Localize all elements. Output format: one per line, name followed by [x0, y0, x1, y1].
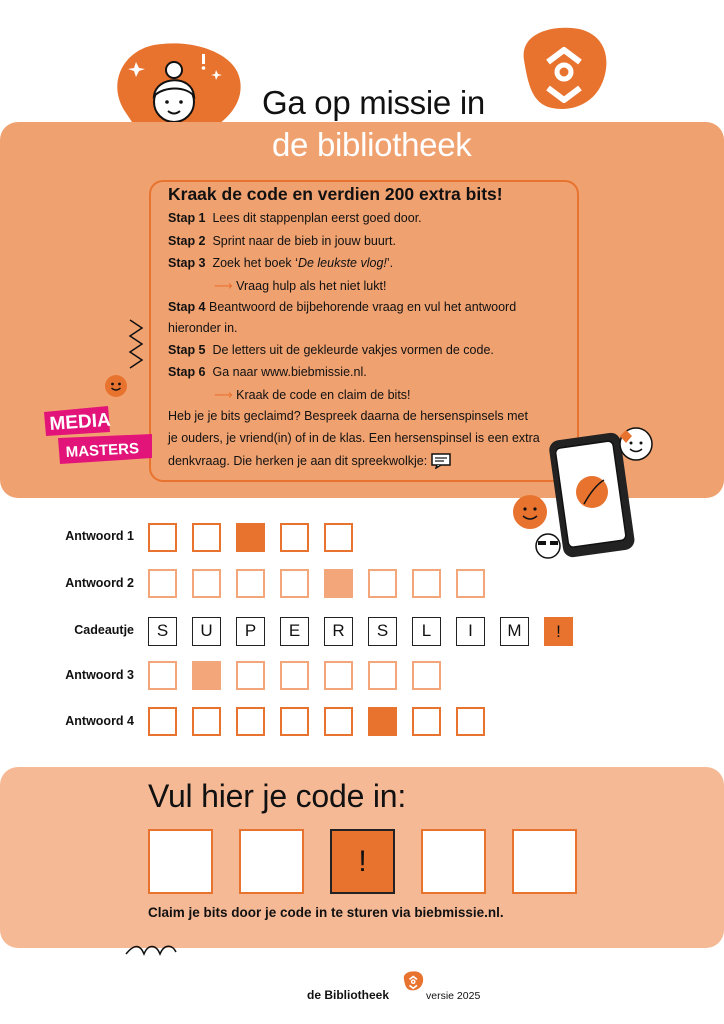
answer-box[interactable]: [148, 661, 177, 690]
step-2: Stap 2 Sprint naar de bieb in jouw buurt.: [168, 234, 396, 248]
gift-letter-box: U: [192, 617, 221, 646]
footer-brand: de Bibliotheek: [307, 988, 390, 1002]
gift-letter-box: P: [236, 617, 265, 646]
answer-box[interactable]: [412, 661, 441, 690]
code-box[interactable]: [421, 829, 486, 894]
answer-box[interactable]: [368, 661, 397, 690]
arrow-right-icon: ⟶: [214, 387, 233, 402]
gift-letter-box: I: [456, 617, 485, 646]
instructions-title: Kraak de code en verdien 200 extra bits!: [168, 184, 503, 204]
answer-box[interactable]: [236, 661, 265, 690]
step-5: Stap 5 De letters uit de gekleurde vakjes vormen de code.: [168, 343, 494, 357]
step-1: Stap 1 Lees dit stappenplan eerst goed door.: [168, 211, 422, 225]
answer-box[interactable]: [192, 707, 221, 736]
answer-box[interactable]: [192, 661, 221, 690]
tablet-illustration: [508, 426, 672, 566]
answer-1-label: Antwoord 1: [65, 529, 134, 543]
page-title-line1: Ga op missie in: [262, 84, 485, 121]
badge-line2: MASTERS: [65, 440, 140, 461]
answer-box[interactable]: [368, 569, 397, 598]
code-title: Vul hier je code in:: [148, 778, 407, 814]
answer-box[interactable]: [236, 523, 265, 552]
claim-text: Claim je bits door je code in te sturen via biebmissie.nl.: [148, 905, 504, 920]
answer-box[interactable]: [324, 707, 353, 736]
step-6-hint: ⟶ Kraak de code en claim de bits!: [214, 387, 411, 402]
answer-box[interactable]: [324, 661, 353, 690]
answer-box[interactable]: [148, 569, 177, 598]
answer-box[interactable]: [280, 661, 309, 690]
step-3-hint: ⟶ Vraag hulp als het niet lukt!: [214, 278, 387, 293]
code-box[interactable]: !: [330, 829, 395, 894]
step-6: Stap 6 Ga naar www.biebmissie.nl.: [168, 365, 367, 379]
answer-4-label: Antwoord 4: [65, 714, 134, 728]
page-title-line2: de bibliotheek: [272, 126, 472, 163]
gift-letter-box: L: [412, 617, 441, 646]
answer-box[interactable]: [236, 707, 265, 736]
smiley-icon: [104, 374, 128, 398]
answer-2-label: Antwoord 2: [65, 576, 134, 590]
answer-box[interactable]: [192, 569, 221, 598]
answer-box[interactable]: [368, 707, 397, 736]
code-box[interactable]: [148, 829, 213, 894]
code-box[interactable]: [512, 829, 577, 894]
answer-box[interactable]: [456, 569, 485, 598]
answer-box[interactable]: [236, 569, 265, 598]
answer-box[interactable]: [280, 707, 309, 736]
gift-letter-box: S: [368, 617, 397, 646]
answer-box[interactable]: [412, 569, 441, 598]
paragraph-line-1: Heb je je bits geclaimd? Bespreek daarna de hersenspinsels met: [168, 409, 528, 423]
answer-box[interactable]: [148, 707, 177, 736]
code-box[interactable]: [239, 829, 304, 894]
answer-box[interactable]: [148, 523, 177, 552]
badge-line1: MEDIA: [48, 409, 112, 435]
answer-box[interactable]: [324, 523, 353, 552]
footer-version: versie 2025: [426, 990, 481, 1002]
gift-letter-box: S: [148, 617, 177, 646]
gift-letter-box: R: [324, 617, 353, 646]
squiggle-decoration: [124, 940, 200, 960]
step-4: Stap 4 Beantwoord de bijbehorende vraag en vul het antwoord: [168, 300, 517, 314]
answer-box[interactable]: [280, 569, 309, 598]
step-3: Stap 3 Zoek het boek ‘De leukste vlog!’.: [168, 256, 394, 270]
paragraph-line-3: denkvraag. Die herken je aan dit spreekwolkje:: [168, 453, 453, 469]
answer-box[interactable]: [280, 523, 309, 552]
answer-box[interactable]: [192, 523, 221, 552]
paragraph-line-2: je ouders, je vriend(in) of in de klas. Een hersenspinsel is een extra: [168, 431, 540, 445]
gift-letter-box: M: [500, 617, 529, 646]
answer-box[interactable]: [456, 707, 485, 736]
answer-box[interactable]: [324, 569, 353, 598]
step-4-cont: hieronder in.: [168, 321, 238, 335]
library-logo-icon: [402, 970, 424, 992]
arrow-right-icon: ⟶: [214, 278, 233, 293]
library-logo-icon: [516, 26, 610, 112]
answer-box[interactable]: [412, 707, 441, 736]
gift-letter-box: !: [544, 617, 573, 646]
squiggle-decoration: [126, 318, 146, 374]
media-masters-badge: [44, 406, 152, 466]
answer-3-label: Antwoord 3: [65, 668, 134, 682]
speech-bubble-icon: [431, 453, 453, 469]
gift-letter-box: E: [280, 617, 309, 646]
gift-label: Cadeautje: [74, 623, 134, 637]
